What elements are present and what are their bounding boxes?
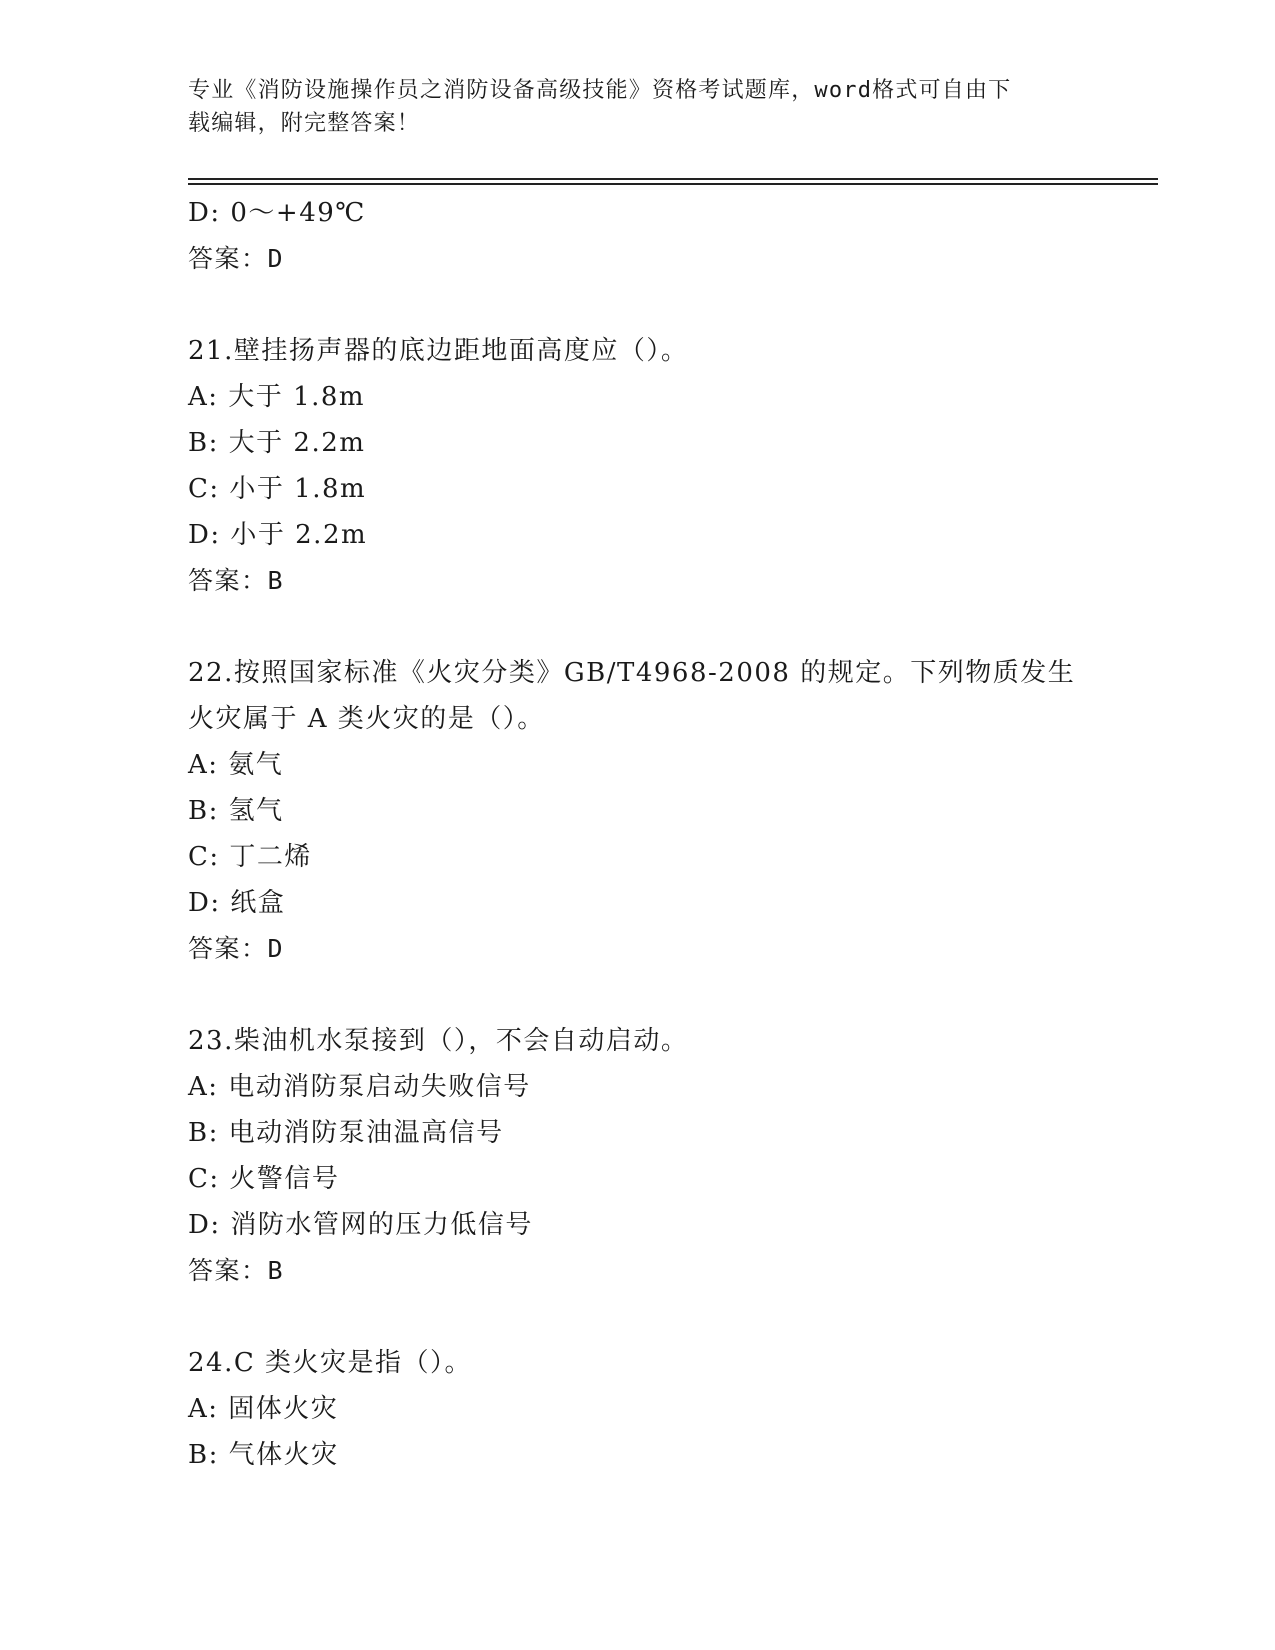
question-22 [188, 650, 1088, 972]
option-a: A: 电动消防泵启动失败信号 [188, 1072, 531, 1102]
question-stem-line-2: 火灾属于 A 类火灾的是（）。 [188, 704, 545, 734]
question-24 [188, 1340, 1088, 1478]
option-b: B: 大于 2.2m [188, 428, 366, 458]
header-line-1: 专业《消防设施操作员之消防设备高级技能》资格考试题库，word格式可自由下 [188, 78, 1012, 103]
option-a: A: 大于 1.8m [188, 382, 366, 412]
option-d: D: 纸盒 [188, 888, 286, 918]
option-c: C: 小于 1.8m [188, 474, 367, 504]
question-21 [188, 328, 1088, 604]
previous-option-d: D: 0～+49℃ [188, 198, 366, 228]
header-divider-bottom [188, 183, 1158, 185]
question-stem-line-1: 22.按照国家标准《火灾分类》GB/T4968-2008 的规定。下列物质发生 [188, 658, 1076, 688]
option-a: A: 氨气 [188, 750, 284, 780]
answer: 答案：B [188, 1256, 285, 1285]
option-b: B: 电动消防泵油温高信号 [188, 1118, 504, 1148]
option-b: B: 气体火灾 [188, 1440, 339, 1470]
header-divider-top [188, 178, 1158, 180]
option-c: C: 火警信号 [188, 1164, 340, 1194]
option-d: D: 消防水管网的压力低信号 [188, 1210, 533, 1240]
option-c: C: 丁二烯 [188, 842, 312, 872]
option-a: A: 固体火灾 [188, 1394, 339, 1424]
question-23 [188, 1018, 1088, 1294]
header-line-2: 载编辑，附完整答案！ [188, 111, 421, 136]
question-stem: 23.柴油机水泵接到（），不会自动启动。 [188, 1026, 689, 1056]
answer: 答案：D [188, 934, 285, 963]
previous-answer: 答案：D [188, 244, 285, 273]
option-b: B: 氢气 [188, 796, 284, 826]
answer: 答案：B [188, 566, 285, 595]
question-stem: 21.壁挂扬声器的底边距地面高度应（）。 [188, 336, 689, 366]
question-content [188, 190, 1088, 1478]
option-d: D: 小于 2.2m [188, 520, 368, 550]
question-stem: 24.C 类火灾是指（）。 [188, 1348, 473, 1378]
document-header [188, 74, 1068, 140]
